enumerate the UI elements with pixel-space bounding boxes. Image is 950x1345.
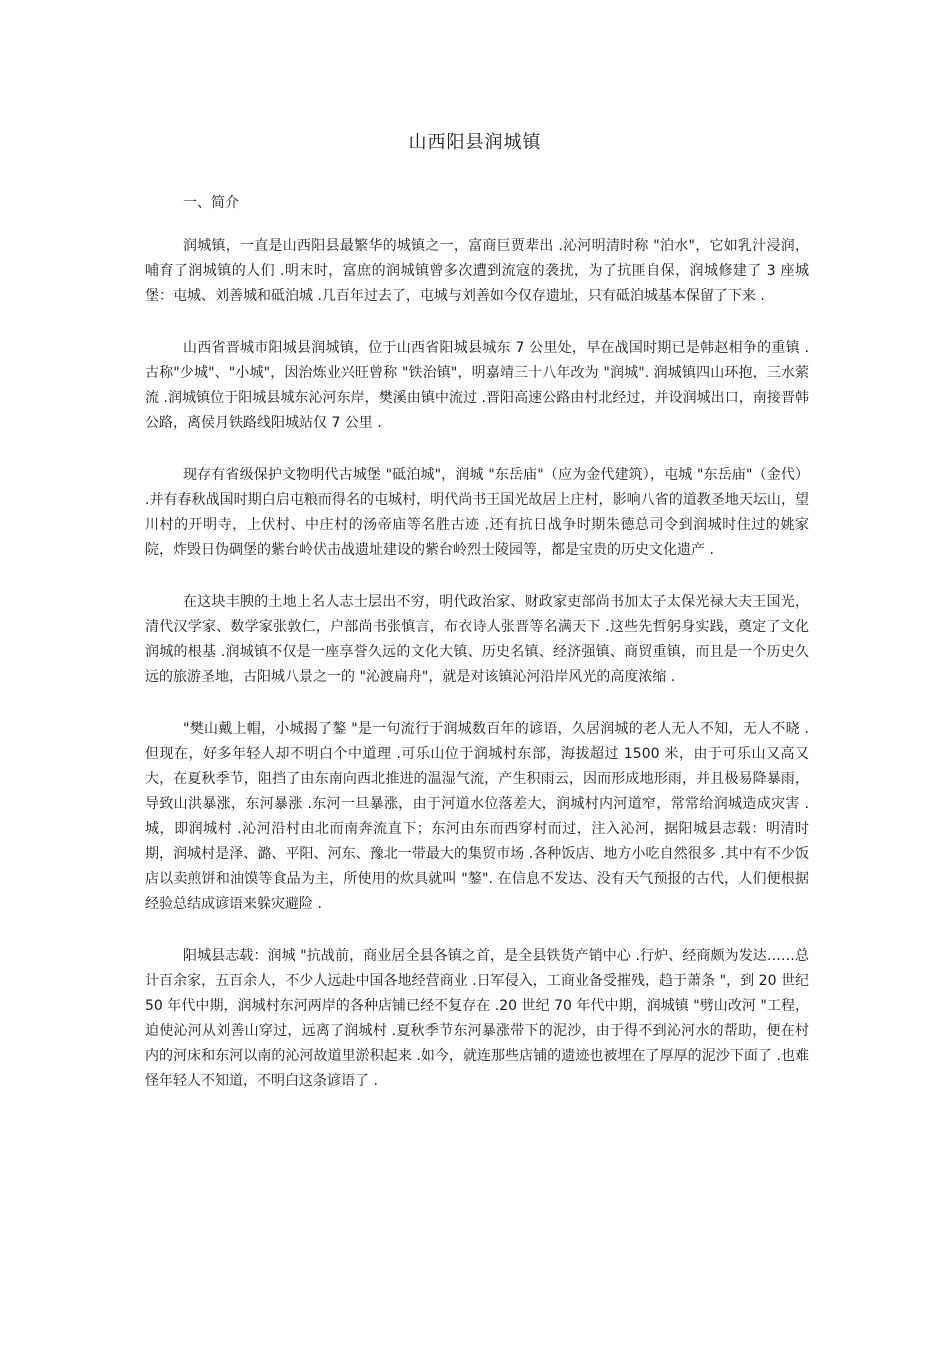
document-body <box>145 234 809 1121</box>
paragraph-2: 山西省晋城市阳城县润城镇，位于山西省阳城县城东 7 公里处，早在战国时期已是韩赵相争的重镇 .古称"少城"、"小城"，因治炼业兴旺曾称 "铁治镇"，明嘉靖三十八年改为 "润城". 润城镇四山环抱，三水萦流 .润城镇位于阳城县城东沁河东岸，樊溪由镇中流过 .晋阳高速公路由村北经过，并设润城出口，南接晋韩公路，离侯月铁路线阳城站仅 7 公里 . <box>145 340 809 431</box>
paragraph-1: 润城镇，一直是山西阳县最繁华的城镇之一，富商巨贾辈出 .沁河明清时称 "泊水"，它如乳汁浸润，哺育了润城镇的人们 .明末时，富庶的润城镇曾多次遭到流寇的袭扰，为了抗匪自保，润城修建了 3 座城堡：屯城、刘善城和砥泊城 .几百年过去了，屯城与刘善如今仅存遗址，只有砥泊城基本保留了下来 . <box>145 238 809 304</box>
paragraph-6: 阳城县志载：润城 "抗战前，商业居全县各镇之首，是全县铁货产销中心 .行炉、经商颇为发达……总计百余家，五百余人，不少人远赴中国各地经营商业 .日军侵入，工商业备受摧残，趋于萧条 "，到 20 世纪 50 年代中期，润城村东河两岸的各种店铺已经不复存在 .20 世纪 70 年代中期，润城镇 "劈山改河 "工程，迫使沁河从刘善山穿过，远离了润城村 .夏秋季节东河暴涨带下的泥沙，由于得不到沁河水的帮助，便在村内的河床和东河以南的沁河故道里淤积起来 .如今，就连那些店铺的遗迹也被埋在了厚厚的泥沙下面了 .也难怪年轻人不知道，不明白这条谚语了 . <box>145 948 809 1089</box>
paragraph-5: "樊山戴上帽，小城揭了鏊 "是一句流行于润城数百年的谚语，久居润城的老人无人不知，无人不晓 .但现在，好多年轻人却不明白个中道理 .可乐山位于润城村东部，海拔超过 1500 米，由于可乐山又高又大，在夏秋季节，阻挡了由东南向西北推进的温湿气流，产生积雨云，因而形成地形雨，并且极易降暴雨，导致山洪暴涨，东河暴涨 .东河一旦暴涨，由于河道水位落差大，润城村内河道窄，常常给润城造成灾害 .城，即润城村 .沁河沿村由北而南奔流直下；东河由东而西穿村而过，注入沁河，据阳城县志载：明清时期，润城村是泽、潞、平阳、河东、豫北一带最大的集贸市场 .各种饭店、地方小吃自然很多 .其中有不少饭店以卖煎饼和油馍等食品为主，所使用的炊具就叫 "鏊". 在信息不发达、没有天气预报的古代，人们便根据经验总结成谚语来躲灾避险 . <box>145 721 809 912</box>
paragraph-4: 在这块丰腴的土地上名人志士层出不穷，明代政治家、财政家吏部尚书加太子太保光禄大夫王国光，清代汉学家、数学家张敦仁，户部尚书张慎言，布衣诗人张晋等名满天下 .这些先哲躬身实践，奠定了文化润城的根基 .润城镇不仅是一座享誉久远的文化大镇、历史名镇、经济强镇、商贸重镇，而且是一个历史久远的旅游圣地，古阳城八景之一的 "沁渡扁舟"，就是对该镇沁河沿岸风光的高度浓缩 . <box>145 594 809 685</box>
paragraph-3: 现存有省级保护文物明代古城堡 "砥泊城"，润城 "东岳庙"（应为金代建筑），屯城 "东岳庙"（金代） .并有春秋战国时期白启屯粮而得名的屯城村，明代尚书王国光故居上庄村，影响八省的道教圣地天坛山，望川村的开明寺，上伏村、中庄村的汤帝庙等名胜古迹 .还有抗日战争时期朱德总司令到润城时住过的姚家院，炸毁日伪碉堡的紫台岭伏击战遗址建设的紫台岭烈士陵园等，都是宝贵的历史文化遗产 . <box>145 467 809 558</box>
document-title: 山西阳县润城镇 <box>408 132 542 153</box>
section-heading-intro: 一、简介 <box>183 195 239 211</box>
